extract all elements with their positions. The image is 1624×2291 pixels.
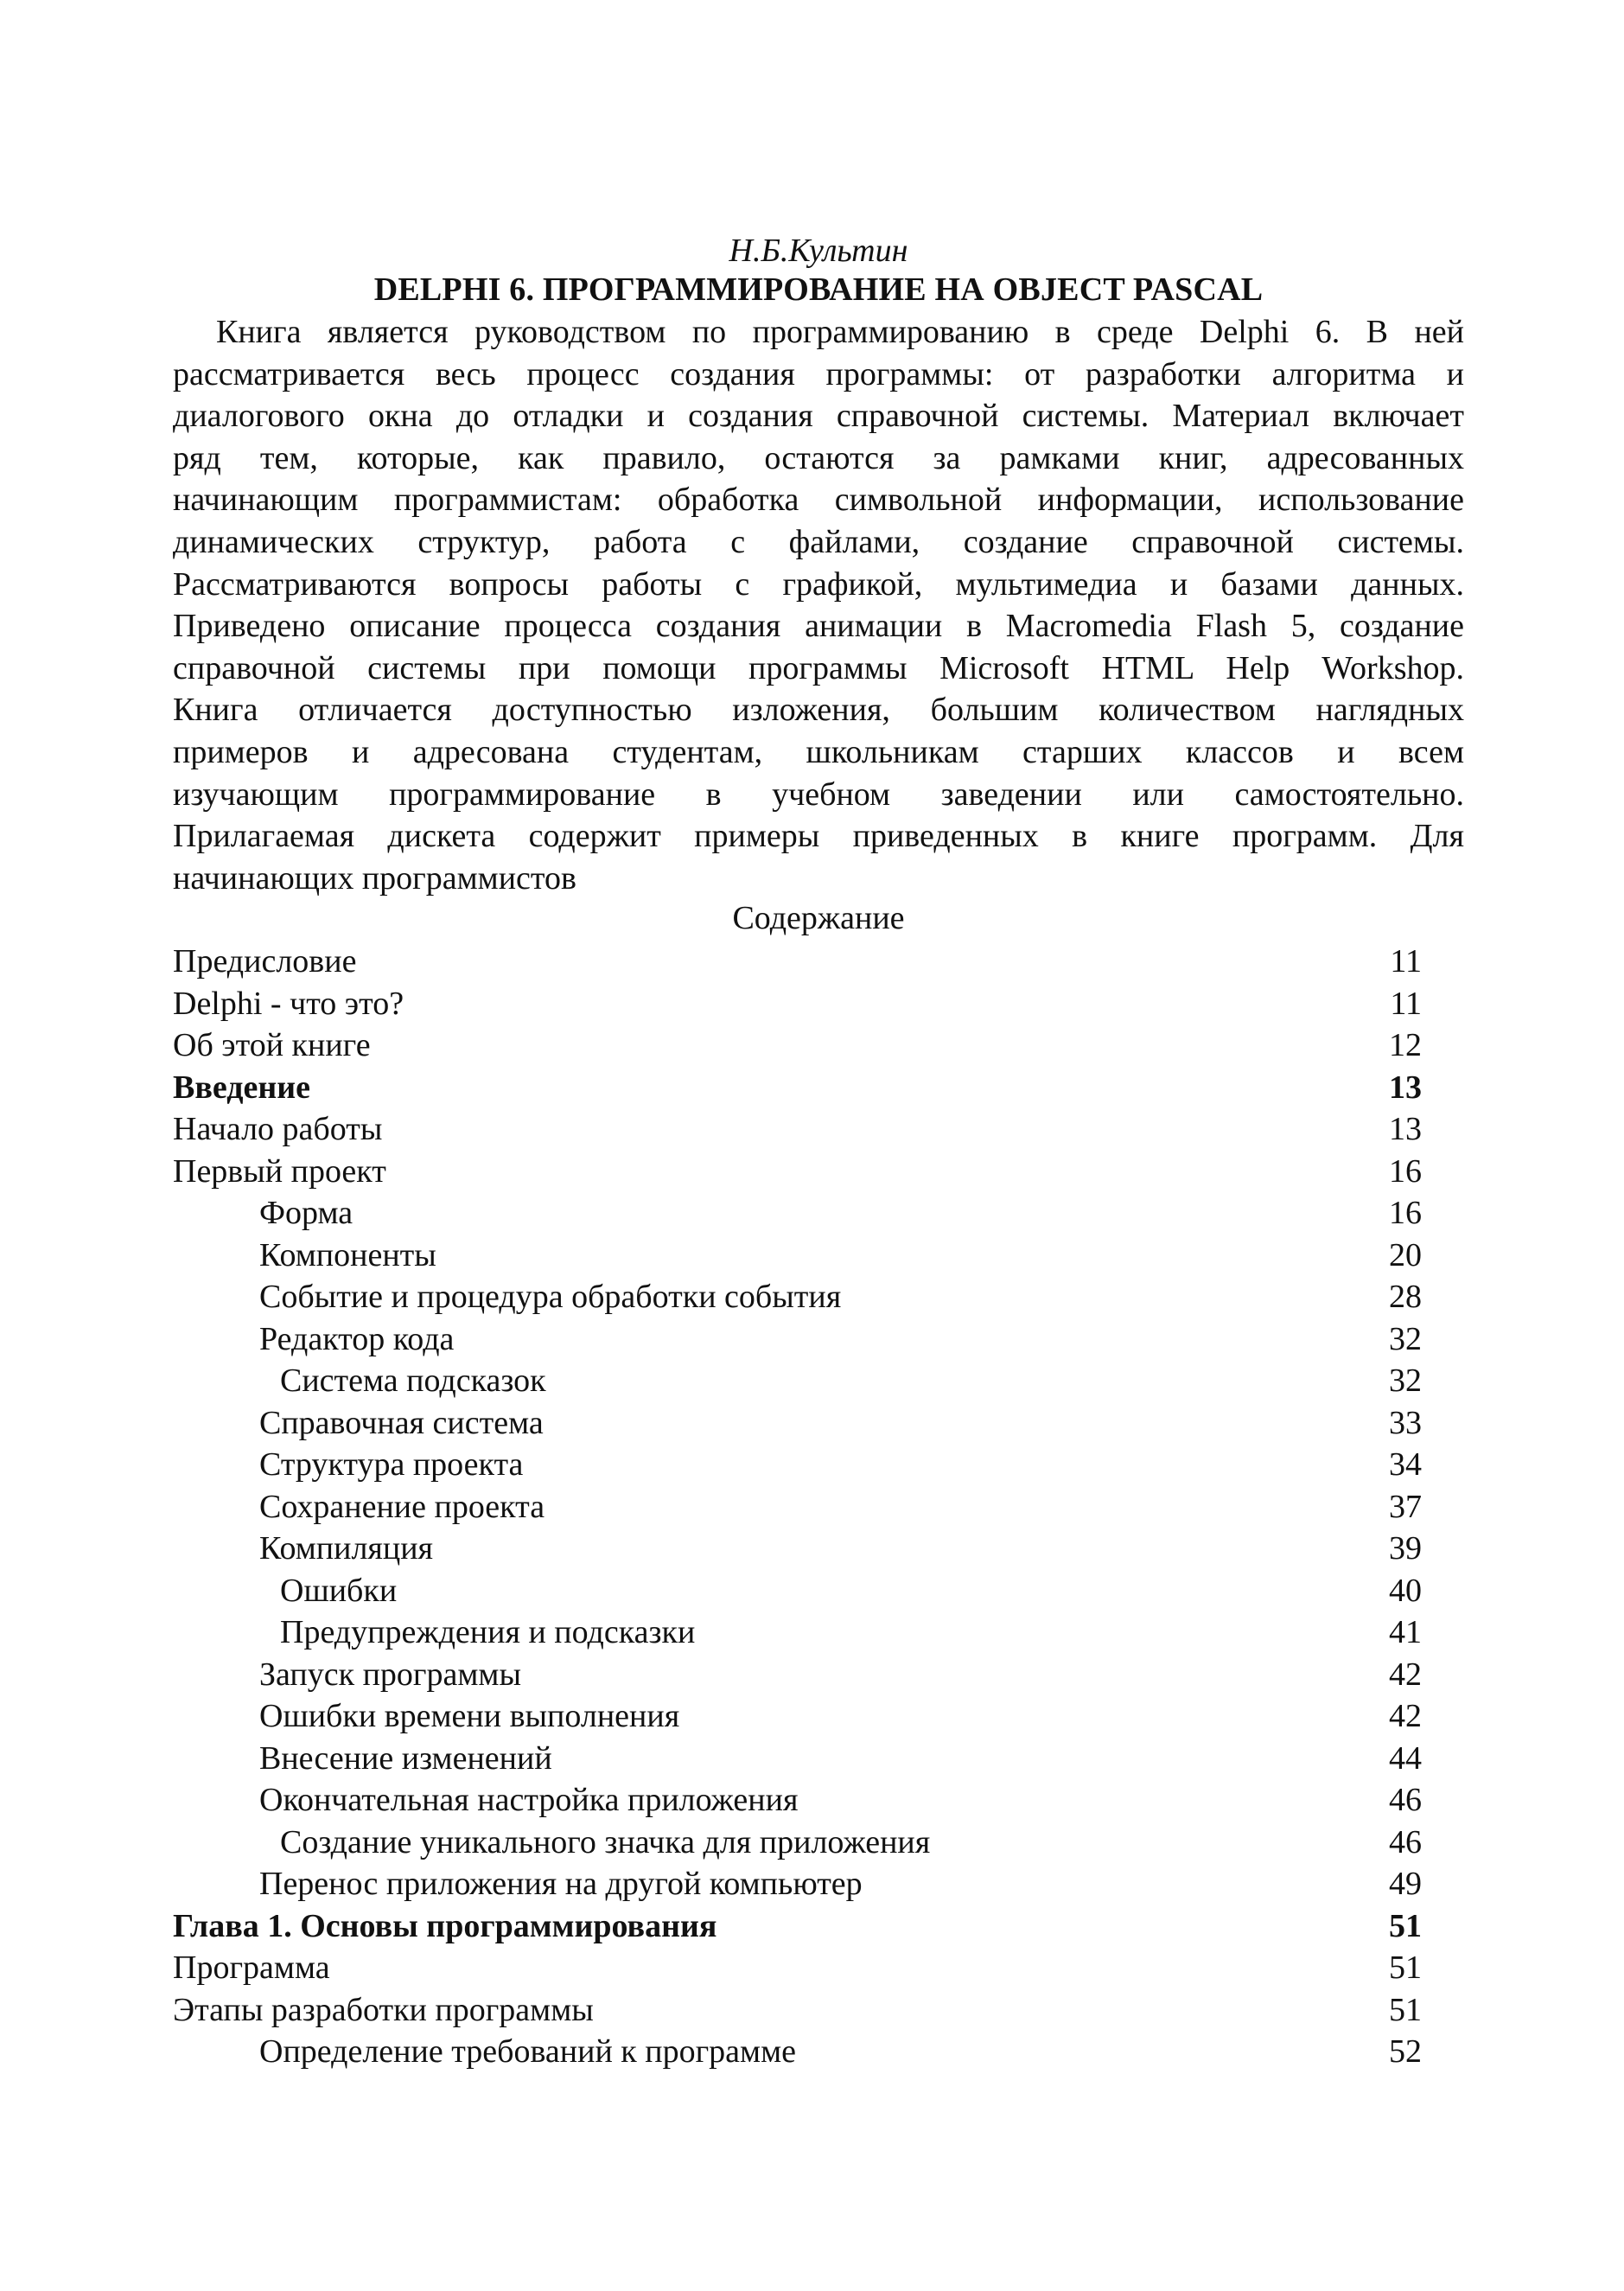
toc-entry [173, 1947, 1464, 1989]
abstract-line: изучающим программирование в учебном заведении или самостоятельно. [173, 775, 1464, 813]
abstract-line: рассматривается весь процесс создания программы: от разработки алгоритма и [173, 355, 1464, 392]
toc-entry [173, 1822, 1464, 1864]
toc-entry [173, 1108, 1464, 1151]
toc-entry [173, 1905, 1464, 1948]
toc-entry-page-number: 16 [1389, 1152, 1422, 1190]
toc-entry-title: Предисловие [173, 943, 357, 980]
toc-entry-title: Ошибки времени выполнения [259, 1698, 680, 1734]
toc-entry-title: Система подсказок [280, 1362, 546, 1399]
toc-entry-page-number: 33 [1389, 1404, 1422, 1441]
abstract-line: диалогового окна до отладки и создания справочной системы. Материал включает [173, 398, 1464, 435]
toc-entry-page-number: 40 [1389, 1572, 1422, 1609]
toc-entry-page-number: 37 [1389, 1488, 1422, 1525]
toc-entry-title: Начало работы [173, 1111, 383, 1147]
toc-entry-title: Сохранение проекта [259, 1488, 545, 1525]
toc-entry [173, 1360, 1464, 1402]
abstract-line: динамических структур, работа с файлами, создание справочной системы. [173, 523, 1464, 560]
toc-heading: Содержание [732, 900, 905, 936]
toc-entry [173, 1570, 1464, 1612]
toc-entry-page-number: 42 [1389, 1656, 1422, 1693]
toc-entry [173, 1444, 1464, 1486]
toc-entry-title: Введение [173, 1069, 310, 1106]
book-abstract [173, 311, 1464, 899]
toc-entry-page-number: 28 [1389, 1279, 1422, 1315]
toc-entry-page-number: 51 [1389, 1950, 1422, 1986]
toc-entry [173, 1235, 1464, 1277]
toc-entry [173, 1024, 1464, 1067]
toc-entry [173, 1863, 1464, 1905]
toc-entry [173, 1611, 1464, 1654]
toc-entry-page-number: 16 [1389, 1195, 1422, 1231]
toc-entry [173, 1192, 1464, 1235]
toc-entry-page-number: 52 [1389, 2033, 1422, 2070]
toc-entry-title: Об этой книге [173, 1027, 371, 1063]
abstract-line: Прилагаемая дискета содержит примеры приведенных в книге программ. Для [173, 818, 1464, 855]
abstract-line: Книга является руководством по программированию в среде Delphi 6. В ней [216, 314, 1464, 350]
abstract-line: Рассматриваются вопросы работы с графикой, мультимедиа и базами данных. [173, 565, 1464, 603]
toc-entry [173, 1738, 1464, 1780]
toc-entry-page-number: 42 [1389, 1698, 1422, 1734]
toc-entry [173, 1654, 1464, 1696]
toc-entry-title: Ошибки [280, 1572, 398, 1609]
toc-entry [173, 1989, 1464, 2032]
toc-entry-title: Событие и процедура обработки события [259, 1279, 842, 1315]
toc-entry [173, 1151, 1464, 1193]
abstract-line: ряд тем, которые, как правило, остаются за рамками книг, адресованных [173, 439, 1464, 476]
toc-entry-title: Окончательная настройка приложения [259, 1782, 799, 1818]
toc-entry-title: Предупреждения и подсказки [280, 1614, 696, 1650]
toc-entry-title: Редактор кода [259, 1320, 455, 1357]
abstract-line: Книга отличается доступностью изложения, большим количеством наглядных [173, 692, 1464, 729]
toc-entry [173, 1276, 1464, 1318]
toc-entry [173, 983, 1464, 1025]
toc-entry-title: Программа [173, 1950, 330, 1986]
book-title: DELPHI 6. ПРОГРАММИРОВАНИЕ НА OBJECT PASCAL [373, 271, 1264, 308]
toc-entry-title: Запуск программы [259, 1656, 521, 1693]
toc-entry-title: Компиляция [259, 1530, 434, 1567]
toc-entry-page-number: 39 [1389, 1530, 1422, 1567]
abstract-line: начинающих программистов [173, 859, 576, 897]
toc-entry-title: Перенос приложения на другой компьютер [259, 1866, 863, 1902]
toc-entry-page-number: 41 [1389, 1614, 1422, 1650]
toc-entry-title: Компоненты [259, 1236, 436, 1273]
abstract-line: начинающим программистам: обработка символьной информации, использование [173, 482, 1464, 519]
toc-entry [173, 1528, 1464, 1570]
toc-entry [173, 1402, 1464, 1445]
toc-entry-page-number: 34 [1389, 1446, 1422, 1483]
toc-entry-title: Форма [259, 1195, 353, 1231]
abstract-line: справочной системы при помощи программы Microsoft HTML Help Workshop. [173, 649, 1464, 686]
toc-entry-title: Этапы разработки программы [173, 1991, 594, 2028]
toc-entry-title: Создание уникального значка для приложения [280, 1823, 931, 1860]
toc-entry [173, 1486, 1464, 1528]
toc-entry-page-number: 46 [1389, 1823, 1422, 1860]
toc-entry-page-number: 49 [1389, 1866, 1422, 1902]
toc-entry [173, 1695, 1464, 1738]
toc-entry [173, 1779, 1464, 1822]
toc-entry-page-number: 13 [1389, 1111, 1422, 1147]
toc-entry [173, 2031, 1464, 2073]
toc-entry-page-number: 13 [1389, 1069, 1422, 1106]
toc-entry-page-number: 20 [1389, 1236, 1422, 1273]
author-name: Н.Б.Культин [729, 233, 908, 269]
toc-entry-title: Delphi - что это? [173, 985, 404, 1022]
table-of-contents [173, 941, 1464, 2073]
toc-entry-page-number: 11 [1390, 985, 1422, 1022]
toc-entry-title: Структура проекта [259, 1446, 524, 1483]
toc-entry [173, 1318, 1464, 1361]
toc-entry-page-number: 46 [1389, 1782, 1422, 1818]
toc-entry-title: Глава 1. Основы программирования [173, 1907, 717, 1944]
toc-entry [173, 941, 1464, 983]
abstract-line: Приведено описание процесса создания анимации в Macromedia Flash 5, создание [173, 608, 1464, 645]
toc-entry-page-number: 32 [1389, 1320, 1422, 1357]
toc-entry [173, 1067, 1464, 1109]
toc-entry-title: Справочная система [259, 1404, 544, 1441]
toc-entry-page-number: 12 [1389, 1027, 1422, 1063]
abstract-line: примеров и адресована студентам, школьникам старших классов и всем [173, 733, 1464, 770]
toc-entry-page-number: 11 [1390, 943, 1422, 980]
toc-entry-title: Определение требований к программе [259, 2033, 797, 2070]
toc-entry-title: Первый проект [173, 1152, 386, 1190]
toc-entry-title: Внесение изменений [259, 1739, 552, 1777]
toc-entry-page-number: 51 [1389, 1991, 1422, 2028]
toc-entry-page-number: 51 [1389, 1907, 1422, 1944]
toc-entry-page-number: 32 [1389, 1362, 1422, 1399]
toc-entry-page-number: 44 [1389, 1739, 1422, 1777]
